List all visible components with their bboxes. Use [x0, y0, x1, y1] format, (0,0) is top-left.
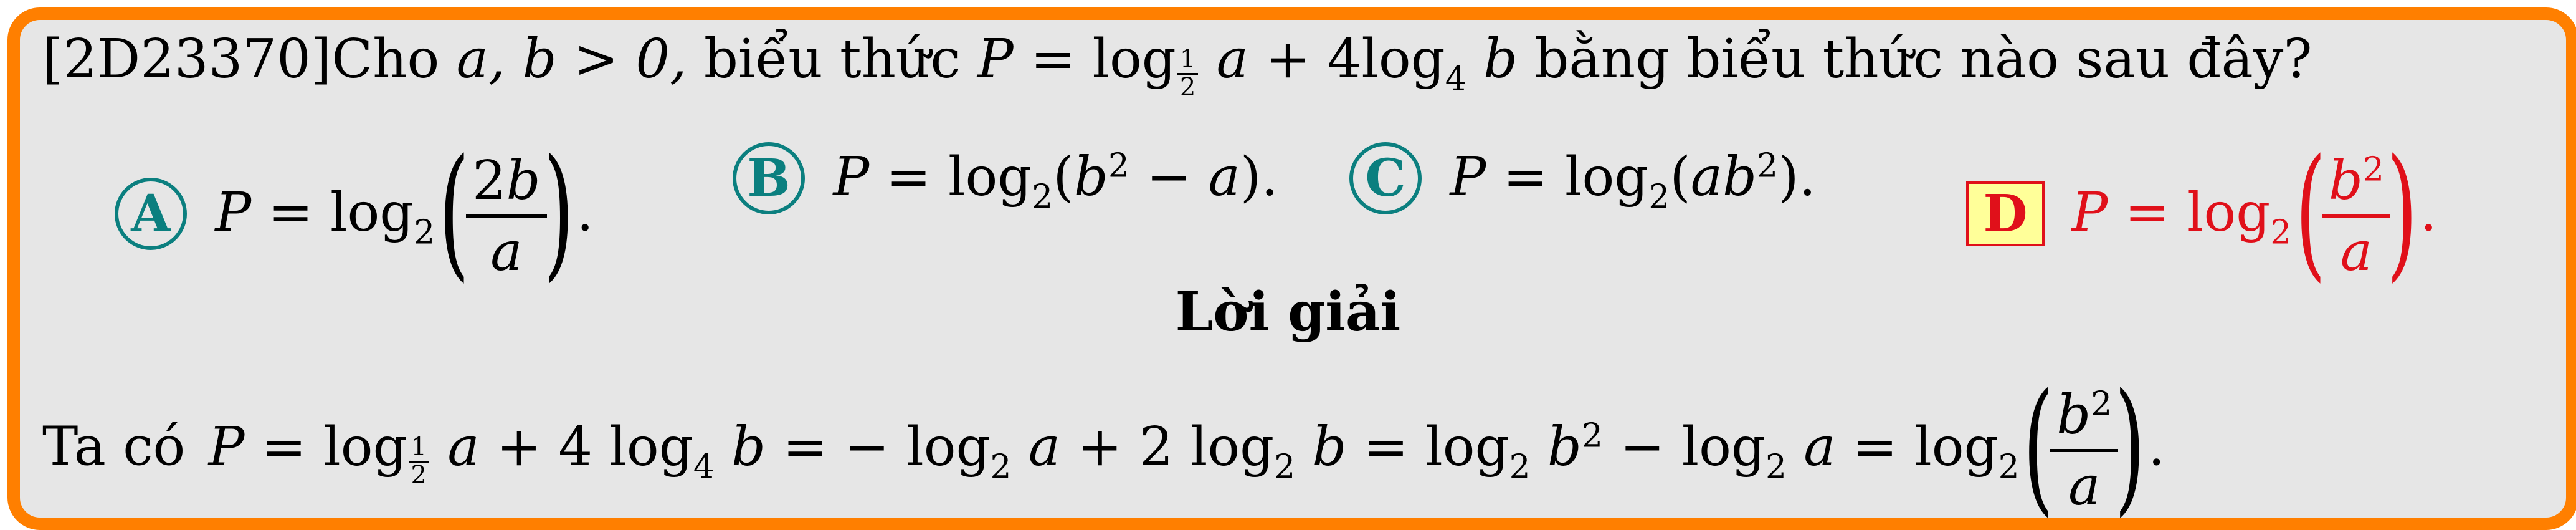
- math-a: a: [1216, 28, 1248, 90]
- math-P: P: [977, 28, 1014, 90]
- math-b: b: [1483, 28, 1518, 90]
- option-a-marker[interactable]: A: [115, 178, 187, 250]
- question-end: bằng biểu thức nào sau đây?: [1534, 28, 2312, 90]
- solution-title: Lời giải: [1175, 281, 1401, 344]
- question-vars: a, b > 0,: [456, 28, 687, 90]
- half-fraction: [1177, 47, 1198, 101]
- option-b-marker[interactable]: B: [733, 142, 805, 214]
- math-base4: 4: [1445, 59, 1466, 99]
- option-c-marker[interactable]: C: [1349, 142, 1422, 214]
- solution-prefix: Ta có: [42, 415, 186, 478]
- solution-line: Ta có P = log $\frac{1}{2}$ a + 4 $\log_4 b$ = − $\log_2 a + 2$ $\log_2 b = \log_2 b^2 - \log_2 a = \log_2$( $\frac{b^2}{a}$ ).: [42, 364, 2165, 530]
- option-b[interactable]: B $P = \log_2(b^2 - a)$.: [733, 145, 1278, 217]
- math-eq: =: [1030, 28, 1076, 90]
- half-den: 2: [1179, 73, 1196, 102]
- option-d-marker[interactable]: D: [1966, 181, 2045, 246]
- question-mid: biểu thức: [703, 28, 961, 90]
- question-line: [42, 28, 2312, 102]
- math-coef: 4: [1327, 28, 1362, 90]
- half-num: 1: [1177, 47, 1198, 75]
- option-d[interactable]: D $P = \log_2$( $\frac{b^2}{a}$ ).: [1966, 145, 2437, 288]
- option-a[interactable]: A $P = \log_2$( $\frac{2b}{a}$ ).: [115, 145, 594, 288]
- math-log: log: [1092, 28, 1176, 90]
- question-id: [2D23370]: [42, 28, 332, 90]
- question-intro: Cho: [331, 28, 440, 90]
- math-log-2: log: [1361, 28, 1445, 90]
- math-plus: +: [1265, 28, 1311, 90]
- option-c[interactable]: C $P = \log_2(ab^2)$.: [1349, 145, 1816, 217]
